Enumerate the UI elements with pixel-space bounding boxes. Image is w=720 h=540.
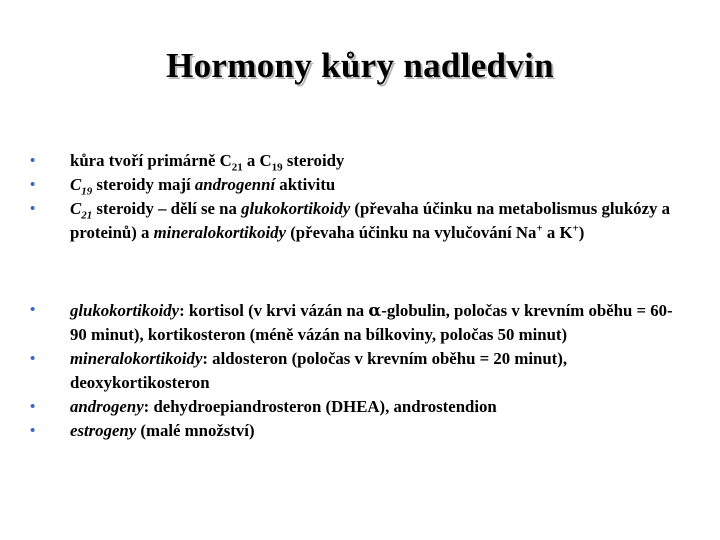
bullet-icon: • xyxy=(30,201,36,217)
text-segment: : kortisol (v krvi vázán na xyxy=(179,301,369,320)
list-item xyxy=(30,173,680,197)
emphasis-term: androgenní xyxy=(194,175,276,194)
text-segment: steroidy mají xyxy=(92,175,195,194)
bullet-icon: • xyxy=(30,399,36,415)
subscript: 21 xyxy=(231,161,243,174)
text-segment: C xyxy=(70,175,82,194)
emphasis-term: glukokortikoidy xyxy=(241,199,351,218)
text-segment: steroidy xyxy=(282,151,345,170)
alpha-symbol: α xyxy=(368,300,382,320)
text-segment: (převaha účinku na metabolismus glukózy a proteinů) a xyxy=(70,199,670,242)
text-segment: ) xyxy=(578,223,585,242)
superscript: + xyxy=(536,222,543,235)
text-segment: : aldosteron (poločas v krevním oběhu = 20 minut), deoxykortikosteron xyxy=(70,349,568,392)
superscript: + xyxy=(572,222,579,235)
subscript: 21 xyxy=(81,209,93,222)
bullet-list-hormone-classes xyxy=(30,298,680,443)
bullet-icon: • xyxy=(30,423,36,439)
list-item xyxy=(30,298,680,347)
text-segment: (malé množství) xyxy=(136,421,255,440)
text-segment: aktivitu xyxy=(275,175,336,194)
bullet-icon: • xyxy=(30,302,36,318)
list-item xyxy=(30,197,680,245)
list-item xyxy=(30,347,680,395)
list-item xyxy=(30,419,680,443)
bullet-icon: • xyxy=(30,153,36,169)
emphasis-term: mineralokortikoidy xyxy=(153,223,286,242)
text-segment: -globulin, poločas v krevním oběhu = 60-90 minut), kortikosteron (méně vázán na bílkoviny, poločas 50 minut) xyxy=(70,301,673,344)
text-segment: kůra tvoří primárně C xyxy=(70,151,232,170)
emphasis-term: estrogeny xyxy=(70,421,137,440)
text-segment: C xyxy=(70,199,82,218)
text-segment: a C xyxy=(242,151,272,170)
bullet-list-overview xyxy=(30,149,680,245)
bullet-icon: • xyxy=(30,177,36,193)
list-item xyxy=(30,149,680,173)
subscript: 19 xyxy=(81,185,93,198)
emphasis-term: glukokortikoidy xyxy=(70,301,180,320)
slide-title: Hormony kůry nadledvin xyxy=(166,46,554,85)
subscript: 19 xyxy=(271,161,283,174)
text-segment: steroidy – dělí se na xyxy=(92,199,242,218)
bullet-icon: • xyxy=(30,351,36,367)
emphasis-term: mineralokortikoidy xyxy=(70,349,203,368)
text-segment: (převaha účinku na vylučování Na xyxy=(286,223,537,242)
list-item xyxy=(30,395,680,419)
text-segment: a K xyxy=(542,223,573,242)
emphasis-term: androgeny xyxy=(70,397,144,416)
text-segment: : dehydroepiandrosteron (DHEA), androstendion xyxy=(143,397,497,416)
